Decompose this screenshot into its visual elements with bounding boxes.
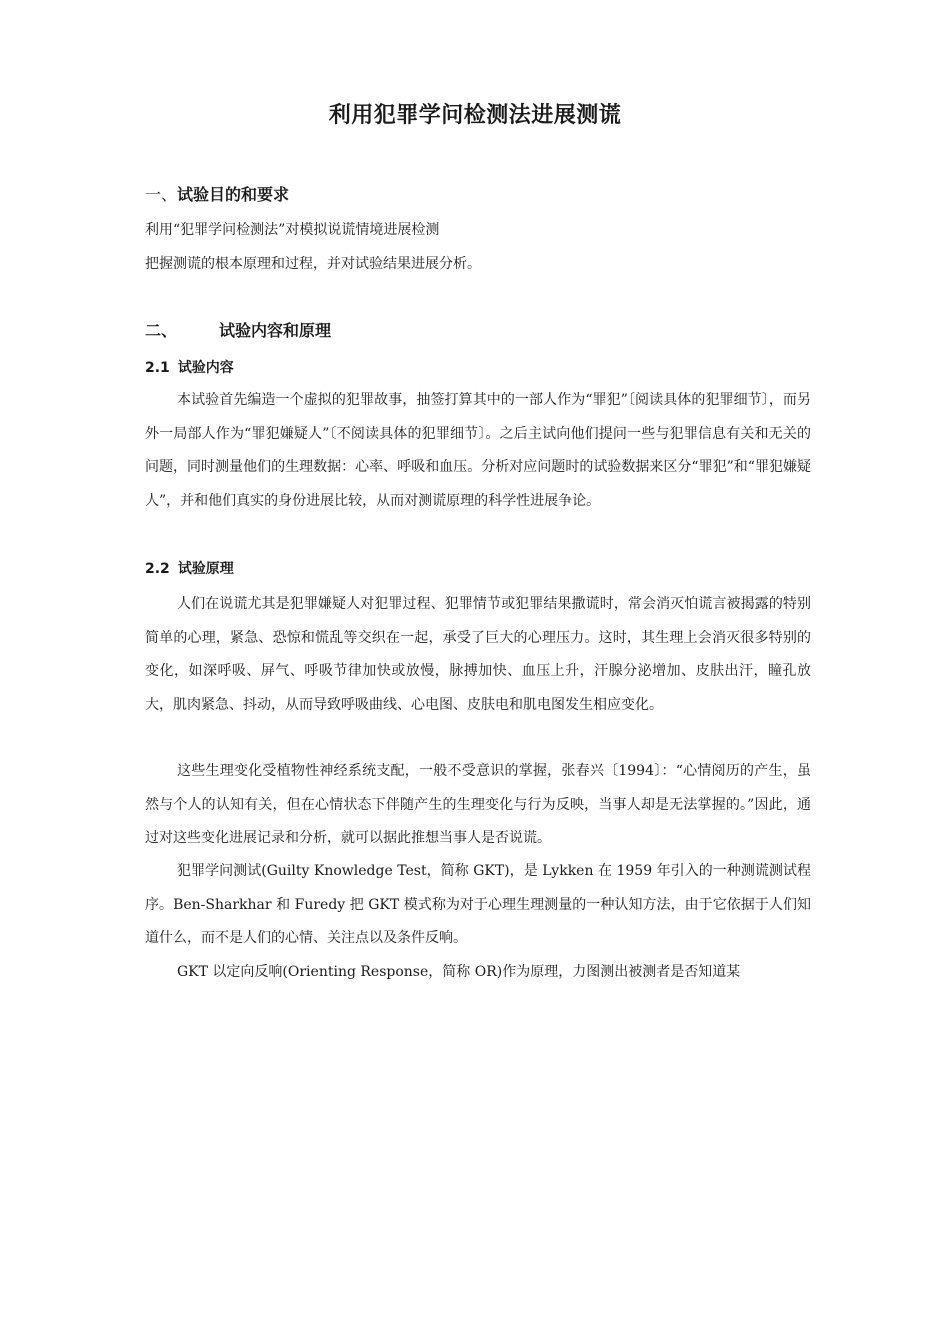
- section-1-line-2: 把握测谎的根本原理和过程，并对试验结果进展分析。: [145, 256, 481, 272]
- subsection-2-2-number: 2.2: [145, 561, 170, 577]
- subsection-2-2-heading: [145, 558, 234, 578]
- section-1-heading: [145, 182, 289, 205]
- subsection-2-2-title: 试验原理: [177, 561, 234, 577]
- section-1-title: 试验目的和要求: [177, 185, 290, 204]
- subsection-2-1-heading: [145, 357, 234, 377]
- section-2-number: 二、: [145, 321, 178, 340]
- document-title: 利用犯罪学问检测法进展测谎: [328, 103, 622, 128]
- subsection-2-1-number: 2.1: [145, 360, 170, 376]
- principle-paragraph-1: 人们在说谎尤其是犯罪嫌疑人对犯罪过程、犯罪情节或犯罪结果撒谎时，常会消灭怕谎言被揭露的特别简单的心理，紧急、恐惊和慌乱等交织在一起，承受了巨大的心理压力。这时，其生理上会消灭很多特别的变化，如深呼吸、屏气、呼吸节律加快或放慢，脉搏加快、血压上升，汗腺分泌增加、皮肤出汗，瞳孔放大，肌肉紧急、抖动，从而导致呼吸曲线、心电图、皮肤电和肌电图发生相应变化。: [145, 596, 811, 713]
- section-2-title: 试验内容和原理: [219, 321, 332, 340]
- subsection-2-1-paragraph: 本试验首先编造一个虚拟的犯罪故事，抽签打算其中的一部人作为“罪犯”〔阅读具体的犯罪细节〕，而另外一局部人作为“罪犯嫌疑人”〔不阅读具体的犯罪细节〕。之后主试向他们提问一些与犯罪信息有关和无关的问题，同时测量他们的生理数据：心率、呼吸和血压。分析对应问题时的试验数据来区分“罪犯”和“罪犯嫌疑人”，并和他们真实的身份进展比较，从而对测谎原理的科学性进展争论。: [145, 392, 811, 509]
- section-1-number: 一、: [145, 185, 178, 204]
- principle-paragraph-4: GKT 以定向反响(Orienting Response，简称 OR)作为原理，力图测出被测者是否知道某: [177, 964, 741, 980]
- section-2-heading: [145, 318, 331, 341]
- subsection-2-1-title: 试验内容: [177, 360, 234, 376]
- principle-paragraph-3: 犯罪学问测试(Guilty Knowledge Test，简称 GKT)，是 Lykken 在 1959 年引入的一种测谎测试程序。Ben-Sharkhar 和 Furedy 把 GKT 模式称为对于心理生理测量的一种认知方法，由于它依据于人们知道什么，而不是人们的心情、关注点以及条件反响。: [145, 863, 811, 947]
- principle-paragraph-2: 这些生理变化受植物性神经系统支配，一般不受意识的掌握，张春兴〔1994〕：“心情阅历的产生，虽然与个人的认知有关，但在心情状态下伴随产生的生理变化与行为反映，当事人却是无法掌握的。”因此，通过对这些变化进展记录和分析，就可以据此推想当事人是否说谎。: [145, 763, 811, 847]
- section-1-line-1: 利用“犯罪学问检测法”对模拟说谎情境进展检测: [145, 222, 440, 238]
